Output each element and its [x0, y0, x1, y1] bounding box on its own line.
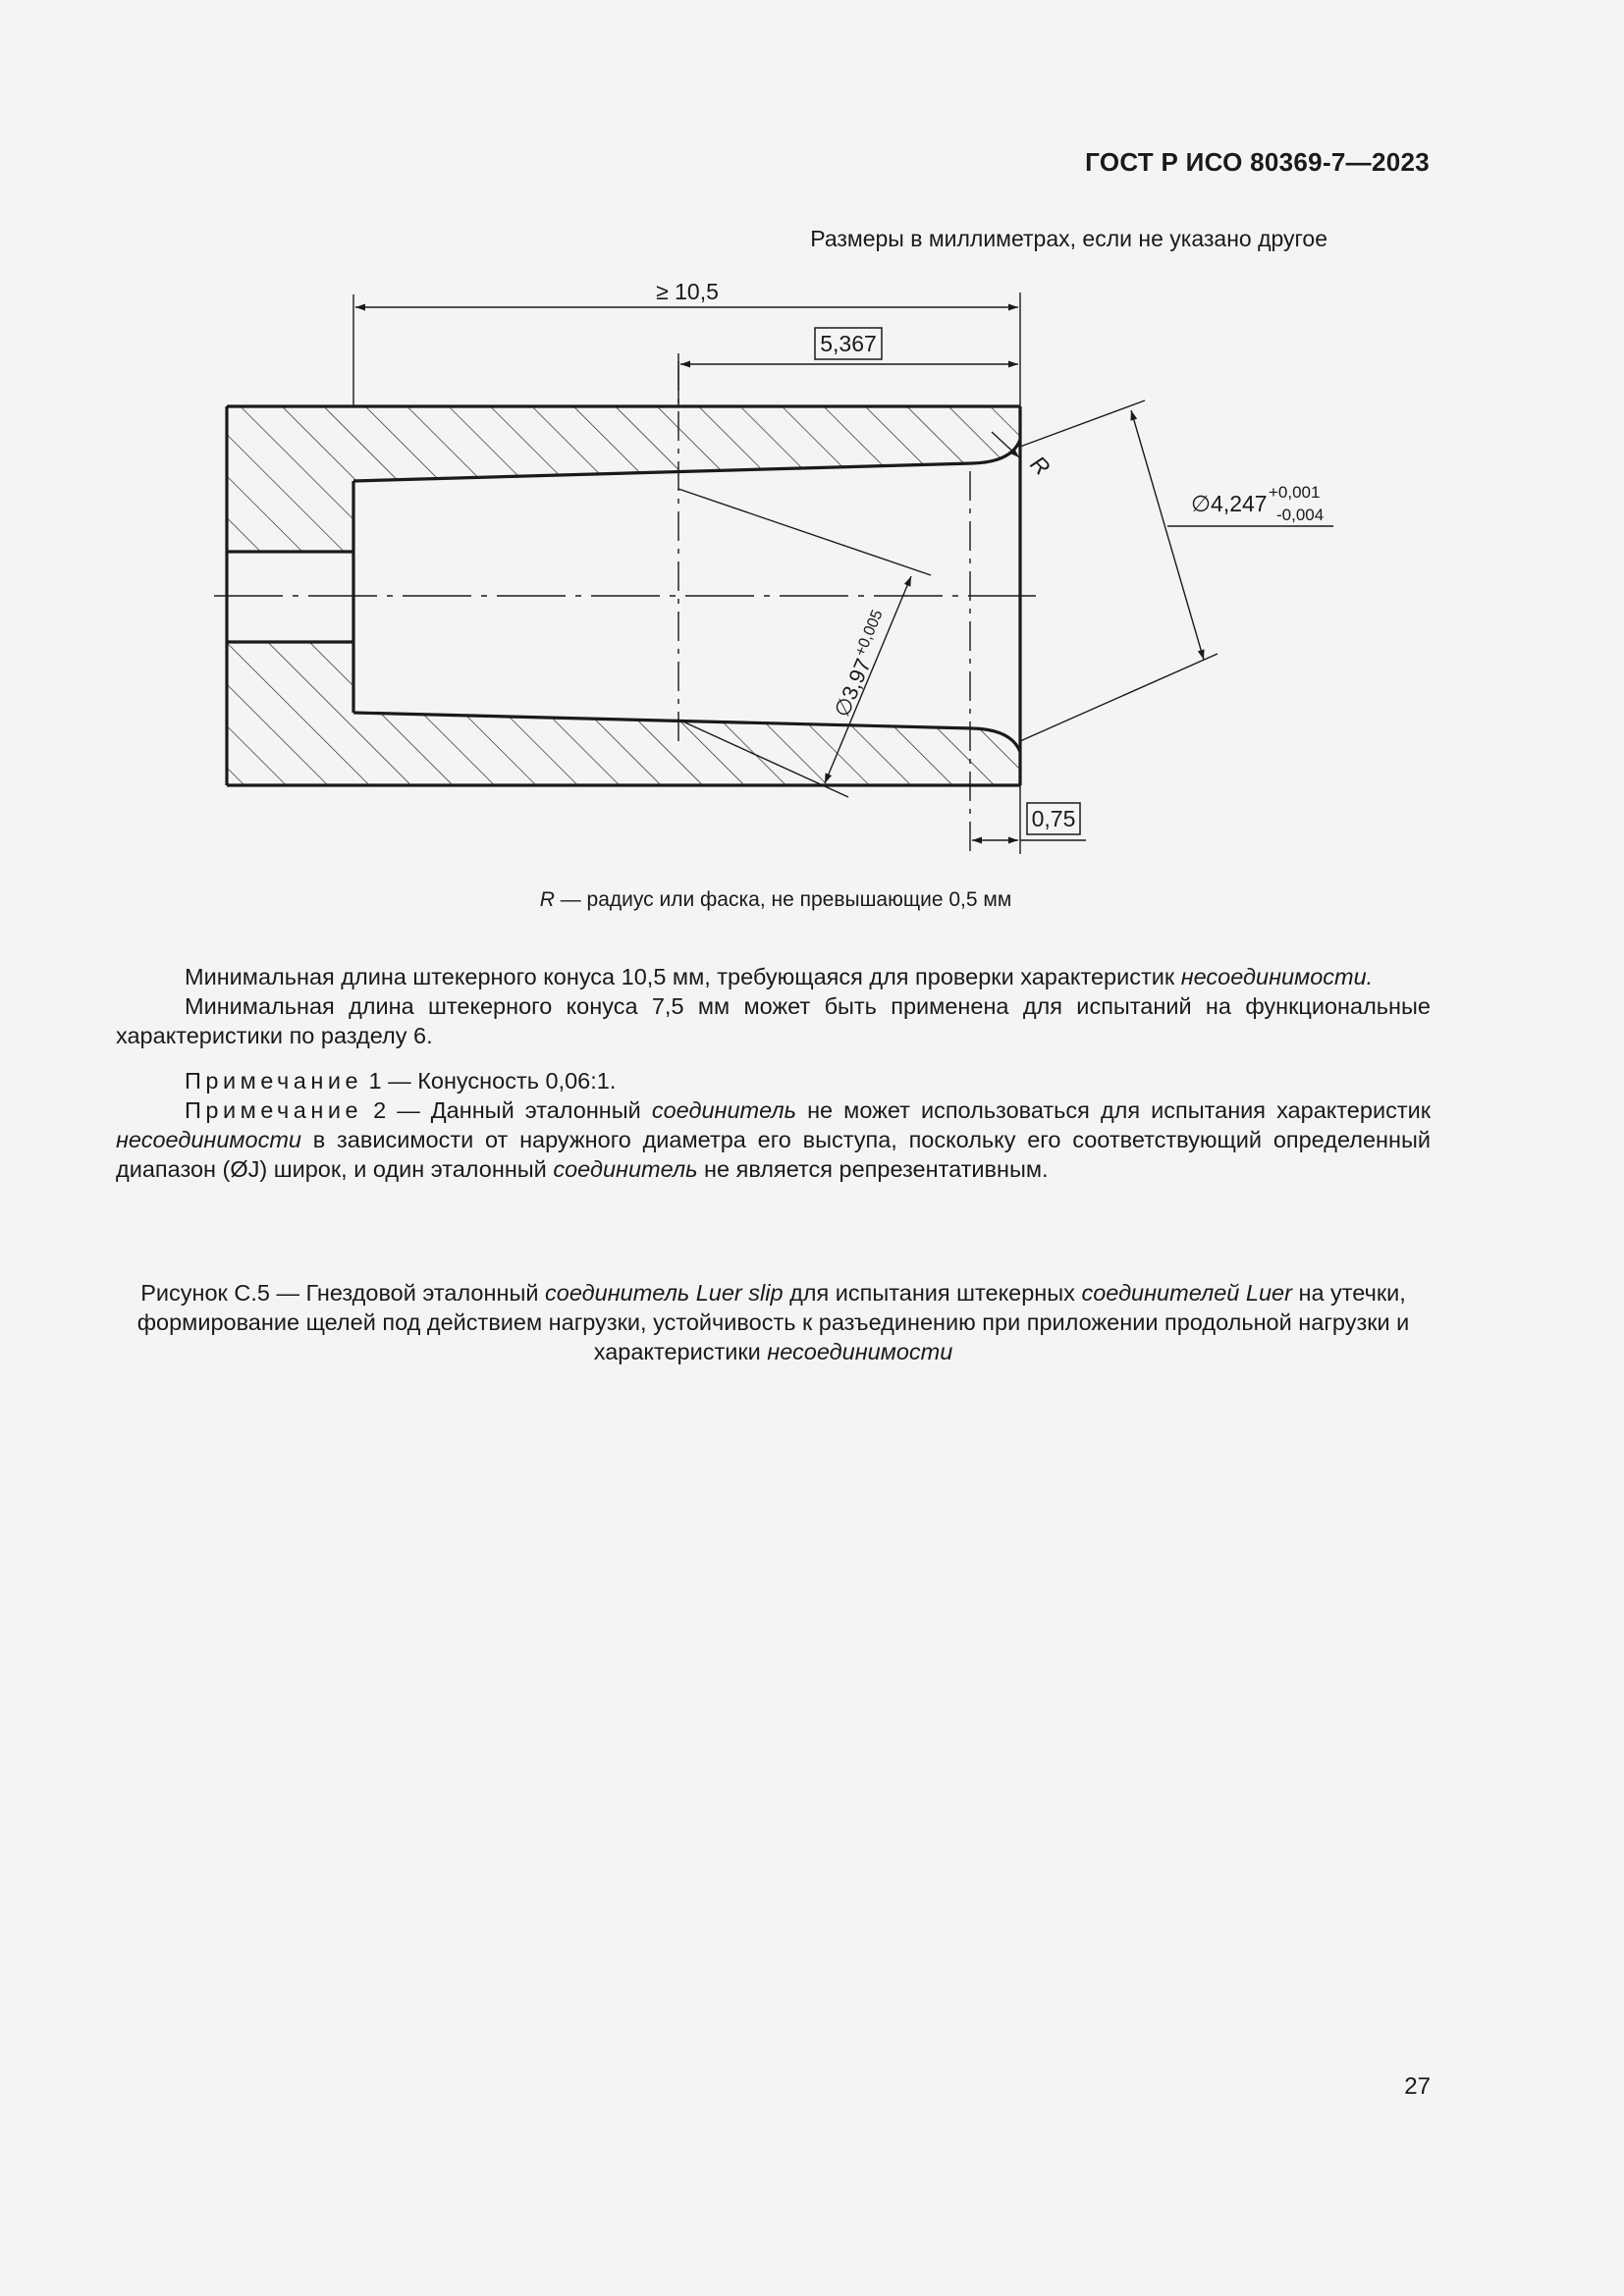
caption-text-c: для испытания штекерных: [783, 1280, 1082, 1306]
paragraph-1-text: Минимальная длина штекерного конуса 10,5 мм, требующаяся для проверки характеристик: [185, 964, 1181, 989]
figure-caption: [116, 1278, 1431, 1366]
dim-inner-diameter: ∅3,97: [829, 655, 876, 721]
radius-label: R: [1025, 451, 1056, 481]
dim-outer-tol-upper: +0,001: [1269, 483, 1321, 502]
paragraph-2: [116, 991, 1431, 1050]
note-2-text-e: в зависимости от наружного диаметра его выступа, поскольку его соответствующий определенный диапазон (ØJ) широк, и один эталонный: [116, 1127, 1431, 1182]
caption-text-b: соединитель Luer slip: [545, 1280, 784, 1306]
caption-text-a: Рисунок С.5 — Гнездовой эталонный: [140, 1280, 546, 1306]
dim-socket-depth: 5,367: [820, 331, 877, 356]
dim-inner-tol: +0,005: [851, 608, 887, 660]
note-2-text-f: соединитель: [553, 1156, 698, 1182]
dim-overall-length: ≥ 10,5: [656, 279, 719, 304]
paragraph-2-text: Минимальная длина штекерного конуса 7,5 мм может быть применена для испытаний на функциональные характеристики по разделу 6.: [116, 993, 1431, 1048]
dim-end-length: 0,75: [1031, 806, 1076, 831]
note-1-label: Примечание: [185, 1068, 363, 1094]
dimensions-note: Размеры в миллиметрах, если не указано другое: [810, 226, 1327, 251]
note-2-text-c: не может использоваться для испытания характеристик: [796, 1097, 1431, 1123]
paragraph-1-italic: несоединимости.: [1180, 964, 1374, 989]
radius-label-group: [1025, 451, 1055, 480]
dim-inner-diameter-group: [828, 608, 895, 721]
figure-note: [0, 888, 1551, 912]
note-2-label: Примечание: [185, 1097, 363, 1123]
caption-text-f: несоединимости: [767, 1339, 953, 1364]
body-text: [116, 962, 1431, 1184]
figure-note-text: — радиус или фаска, не превышающие 0,5 мм: [554, 888, 1012, 911]
caption-text-e: на утечки, формирование щелей под действием нагрузки, устойчивость к разъединению при приложении продольной нагрузки и характеристики: [136, 1280, 1410, 1364]
note-2-text-b: соединитель: [651, 1097, 797, 1123]
lower-wall-section: [227, 642, 1020, 785]
note-2-text-a: 2 — Данный эталонный: [362, 1097, 652, 1123]
page-number: 27: [1404, 2073, 1431, 2100]
standard-designation: ГОСТ Р ИСО 80369-7—2023: [1085, 147, 1430, 177]
technical-drawing: [0, 0, 1624, 883]
caption-text-d: соединителей Luer: [1081, 1280, 1292, 1306]
upper-wall-section: [227, 406, 1020, 552]
paragraph-1: [116, 962, 1431, 991]
note-1: [116, 1066, 1431, 1095]
dim-outer-diameter: ∅4,247: [1191, 491, 1268, 516]
dim-outer-tol-lower: -0,004: [1276, 506, 1325, 524]
note-2: [116, 1095, 1431, 1184]
note-2-text-d: несоединимости: [116, 1127, 301, 1152]
note-2-text-g: не является репрезентативным.: [697, 1156, 1049, 1182]
note-1-text: 1 — Конусность 0,06:1.: [362, 1068, 617, 1094]
figure-note-r: R: [539, 888, 555, 911]
